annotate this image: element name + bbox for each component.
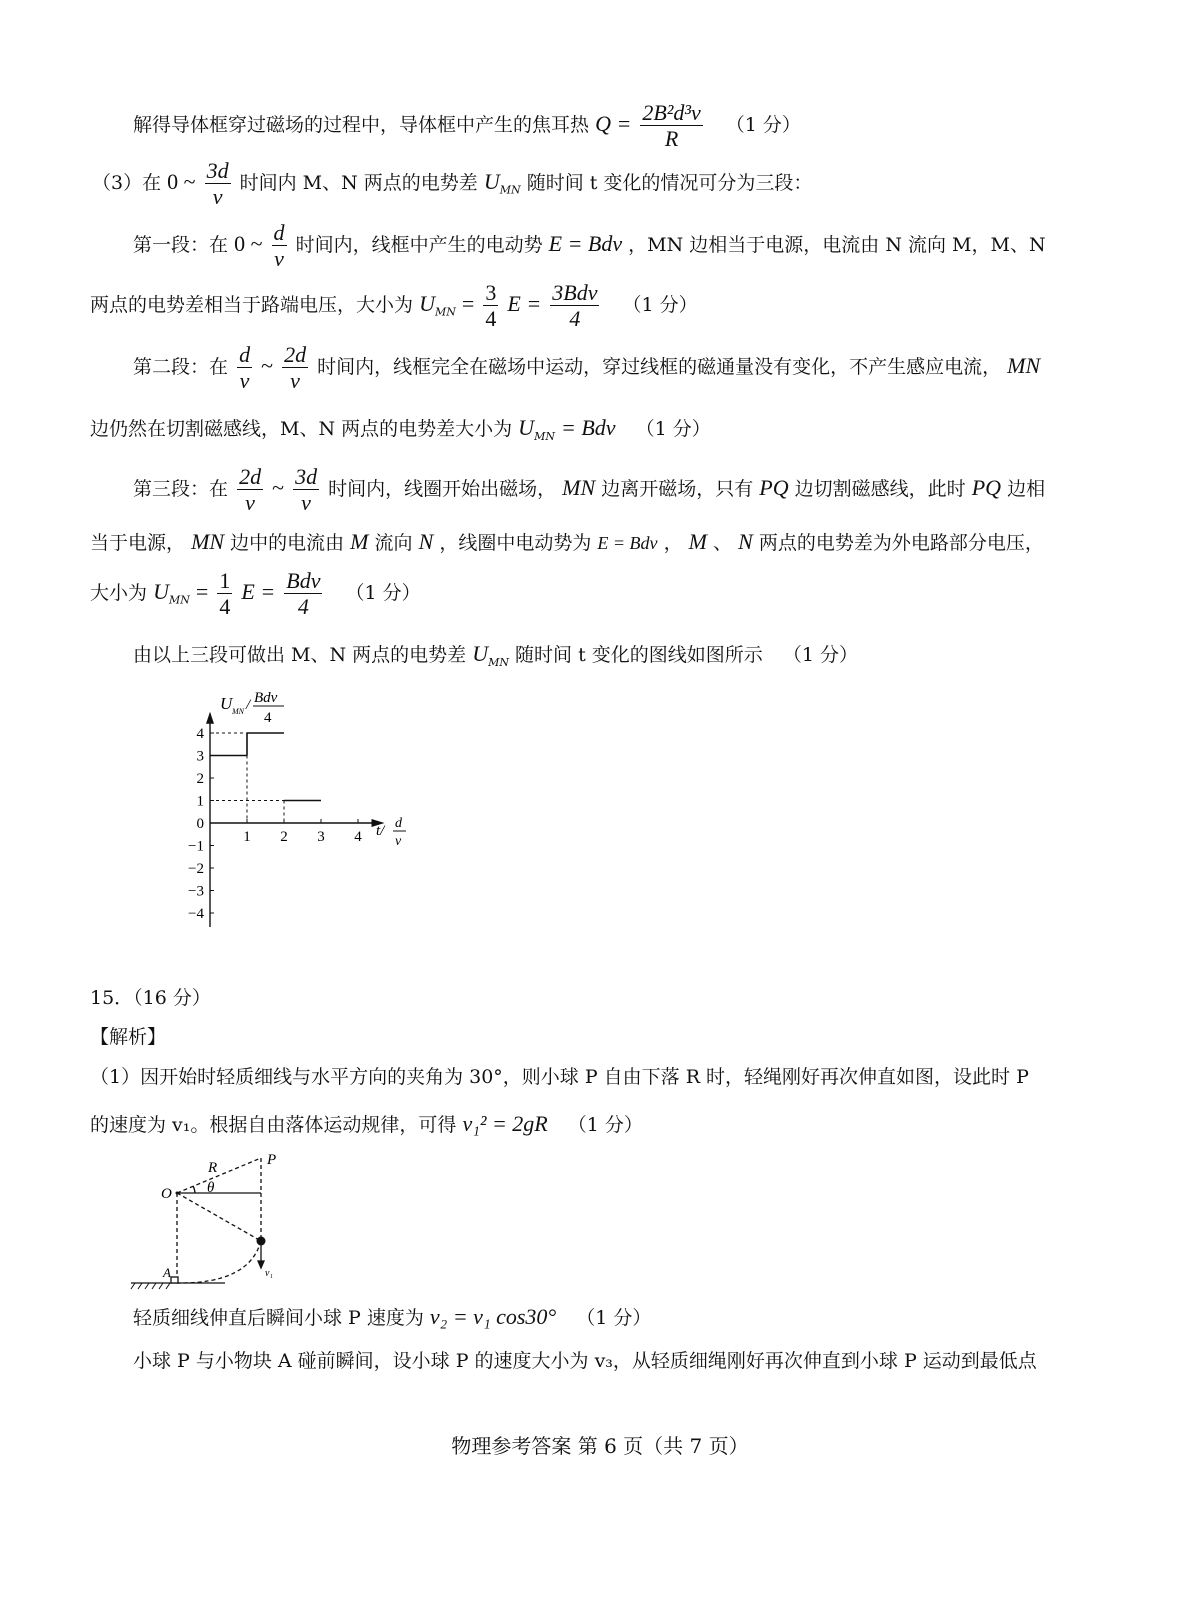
summary-text2: 随时间 t 变化的图线如图所示: [515, 644, 763, 666]
y-tick-label: 1: [196, 793, 204, 810]
q15p1b-text: 的速度为 v₁。根据自由落体运动规律，可得: [90, 1114, 457, 1136]
mn-symbol: MN: [1007, 352, 1041, 378]
seg3-fraction-b: [293, 464, 319, 516]
fraction-3bdv-4: [550, 280, 599, 332]
frac-num: 2d: [239, 464, 262, 489]
free-fall-formula: v₁² = 2gR: [462, 1111, 548, 1136]
range-fraction: [205, 158, 231, 210]
fraction-bdv-4: [284, 568, 322, 620]
tilde: ~: [272, 474, 285, 500]
emf: E = Bdv: [597, 533, 658, 553]
seg2-fraction-b: [282, 342, 308, 394]
seg1-text2: ，MN 边相当于电源，电流由 N 流向 M，M、N: [628, 233, 1046, 256]
block-a: [171, 1277, 178, 1283]
ylabel-sub: MN: [232, 707, 244, 716]
seg3c-text: 大小为: [90, 581, 148, 604]
xlabel-t: t/: [376, 823, 385, 839]
label-a: A: [163, 1265, 171, 1280]
points-label: （1 分）: [725, 113, 801, 136]
frac-num: 3d: [206, 158, 229, 183]
seg3-text3: 边切割磁感线，此时: [794, 477, 966, 500]
ylabel-num: Bdv: [254, 690, 278, 706]
frac-den: v: [274, 246, 284, 272]
segment3-line2: [90, 528, 1044, 555]
y-axis-arrow: [206, 712, 214, 724]
q-fraction: [640, 100, 702, 152]
u-symbol: U: [483, 168, 500, 194]
x-tick-label: 2: [280, 829, 288, 845]
q-num: 2B²d³v: [642, 100, 701, 125]
frac-num: 1: [219, 568, 231, 593]
seg3-text: 时间内，线圈开始出磁场，: [328, 477, 557, 500]
frac-num: d: [273, 220, 285, 245]
arrow-head: [258, 1261, 264, 1268]
u-subscript: MN: [168, 593, 190, 607]
points-label: （1 分）: [782, 644, 858, 666]
frac-num: d: [239, 342, 251, 367]
mn-symbol: MN: [562, 474, 596, 500]
swing-arc: [177, 1241, 261, 1283]
seg1-fraction: [272, 220, 287, 272]
m-symbol: M: [350, 529, 369, 554]
u-subscript: MN: [488, 655, 509, 669]
seg1-text: 时间内，线框中产生的电动势: [295, 233, 543, 256]
y-tick-label: −2: [188, 861, 204, 877]
y-tick-label: −4: [188, 906, 204, 922]
n-symbol: N: [418, 529, 434, 554]
range-lhs: 0 ~: [167, 168, 196, 194]
frac-den: v: [212, 184, 223, 210]
q15-title: 15．（16 分）: [90, 987, 211, 1009]
frac-den: v: [290, 368, 300, 394]
rope-velocity-formula: v₂ = v₁ cos30°: [429, 1304, 557, 1329]
part3-intro: [92, 158, 812, 210]
frac-den: 4: [219, 594, 231, 620]
summary-text: 由以上三段可做出 M、N 两点的电势差: [133, 644, 467, 666]
segment1-line2: [90, 280, 698, 332]
y-tick-label: 4: [196, 726, 204, 742]
xlabel-num: d: [395, 816, 402, 831]
n-symbol: N: [738, 529, 753, 554]
seg2-fraction-a: [237, 342, 252, 394]
ylabel-slash: /: [246, 697, 251, 713]
part3-text: 时间内 M、N 两点的电势差: [239, 171, 478, 194]
rope-stretched: [177, 1193, 261, 1241]
frac-num: 3d: [295, 464, 318, 489]
seg3-text2: 边离开磁场，只有: [601, 477, 754, 500]
points-label: （1 分）: [576, 1307, 652, 1329]
segment2-line: [133, 342, 1040, 394]
x-tick-label: 4: [354, 829, 362, 845]
label-o: O: [161, 1186, 172, 1202]
frac-num: Bdv: [286, 568, 321, 593]
m-symbol: M: [688, 529, 707, 554]
frac-den: v: [245, 490, 255, 516]
frac-den: v: [301, 490, 311, 516]
pendulum-figure: [125, 1148, 295, 1296]
points-label: （1 分）: [567, 1114, 643, 1136]
separator: 、: [713, 532, 733, 554]
frac-den: 4: [485, 306, 497, 332]
points-label: （1 分）: [345, 581, 421, 604]
e-equals: E =: [507, 290, 542, 316]
pq-symbol: PQ: [759, 474, 789, 500]
y-tick-label: 3: [196, 748, 204, 765]
u-subscript: MN: [499, 183, 521, 197]
fraction-1-4: [217, 568, 232, 620]
points-label: （1 分）: [622, 293, 698, 316]
y-tick-label: 0: [196, 816, 204, 832]
frac-num: 2d: [284, 342, 307, 367]
segment3-line: [133, 464, 1045, 516]
label-r: R: [208, 1160, 218, 1176]
u-subscript: MN: [434, 305, 456, 319]
joule-heat-line: [133, 100, 801, 152]
segment1-line: [133, 220, 1046, 272]
tilde: ~: [261, 352, 274, 378]
y-tick-label: −1: [188, 838, 204, 855]
label-v1: v₁: [265, 1268, 273, 1279]
segment2-line2: [90, 414, 711, 443]
seg3-prefix: 第三段：在: [133, 477, 229, 500]
seg3-text4: 边相: [1007, 477, 1046, 500]
q15-part1-line4: 小球 P 与小物块 A 碰前瞬间，设小球 P 的速度大小为 v₃，从轻质细绳刚好再次伸直到小球 P 运动到最低点: [133, 1350, 1037, 1372]
analysis-heading: 【解析】: [90, 1026, 167, 1048]
seg1b-text: 两点的电势差相当于路端电压，大小为: [90, 293, 414, 316]
e-equals: E =: [241, 578, 276, 604]
ball-p: [257, 1237, 266, 1246]
seg3-fraction-a: [237, 464, 263, 516]
seg2b-text: 边仍然在切割磁感线，M、N 两点的电势差大小为: [90, 418, 513, 440]
seg3b-text2: 边中的电流由: [230, 532, 345, 554]
comma: ，: [663, 532, 683, 554]
ylabel-den: 4: [264, 710, 272, 726]
segment3-line3: [90, 568, 421, 620]
fraction-3-4: [483, 280, 498, 332]
q-lhs: Q =: [595, 110, 632, 136]
ylabel-u: U: [220, 694, 233, 713]
ground-hatch: [131, 1283, 170, 1289]
part3-prefix: （3）在: [92, 171, 162, 194]
part3-text2: 随时间 t 变化的情况可分为三段：: [526, 171, 813, 194]
pivot-o: [176, 1192, 179, 1195]
rope-to-p: [177, 1158, 261, 1193]
seg2-text: 时间内，线框完全在磁场中运动，穿过线框的磁通量没有变化，不产生感应电流，: [317, 355, 1002, 378]
label-p: P: [267, 1152, 277, 1168]
seg3b-text: 当于电源，: [90, 532, 186, 554]
pq-symbol: PQ: [971, 474, 1002, 500]
page-footer: 物理参考答案 第 6 页（共 7 页）: [451, 1434, 749, 1458]
y-tick-label: 2: [196, 771, 204, 787]
joule-heat-text: 解得导体框穿过磁场的过程中，导体框中产生的焦耳热: [133, 113, 590, 136]
umn-time-chart: [170, 685, 430, 935]
x-tick-label: 1: [243, 829, 251, 845]
frac-den: 4: [297, 594, 309, 620]
frac-num: 3: [485, 280, 497, 305]
u-symbol: U: [518, 415, 535, 440]
y-tick-label: −3: [188, 883, 204, 900]
equals: =: [195, 578, 209, 604]
q15-part1-line3: [133, 1303, 651, 1330]
seg1-range-lhs: 0 ~: [234, 230, 263, 256]
u-symbol: U: [472, 641, 489, 666]
seg2-prefix: 第二段：在: [133, 355, 229, 378]
q15-part1-line2: [90, 1110, 643, 1137]
x-tick-label: 3: [317, 829, 325, 845]
points-label: （1 分）: [635, 418, 711, 440]
seg3b-text7: 两点的电势差为外电路部分电压，: [758, 532, 1044, 554]
q15p2-text: 轻质细线伸直后瞬间小球 P 速度为: [133, 1307, 424, 1329]
seg1-prefix: 第一段：在: [133, 233, 229, 256]
frac-num: 3Bdv: [552, 280, 598, 305]
u-subscript: MN: [534, 429, 555, 443]
seg1-emf: E = Bdv: [548, 230, 623, 256]
seg3b-text3: 流向: [374, 532, 413, 554]
mn-symbol: MN: [191, 529, 225, 554]
equals-bdv: = Bdv: [561, 415, 616, 440]
q15-part1-line1: （1）因开始时轻质细线与水平方向的夹角为 30°，则小球 P 自由下落 R 时，轻绳刚好再次伸直如图，设此时 P: [90, 1066, 1029, 1088]
u-symbol: U: [153, 578, 169, 604]
summary-line: [133, 640, 858, 669]
seg3b-text4: ，线圈中电动势为: [439, 532, 592, 554]
equals: =: [461, 290, 475, 316]
q-den: R: [664, 126, 679, 152]
theta-arc: [193, 1186, 195, 1193]
frac-den: v: [239, 368, 250, 394]
frac-den: 4: [569, 306, 581, 332]
u-symbol: U: [419, 290, 435, 316]
xlabel-den: v: [395, 834, 402, 849]
label-theta: θ: [207, 1180, 215, 1196]
